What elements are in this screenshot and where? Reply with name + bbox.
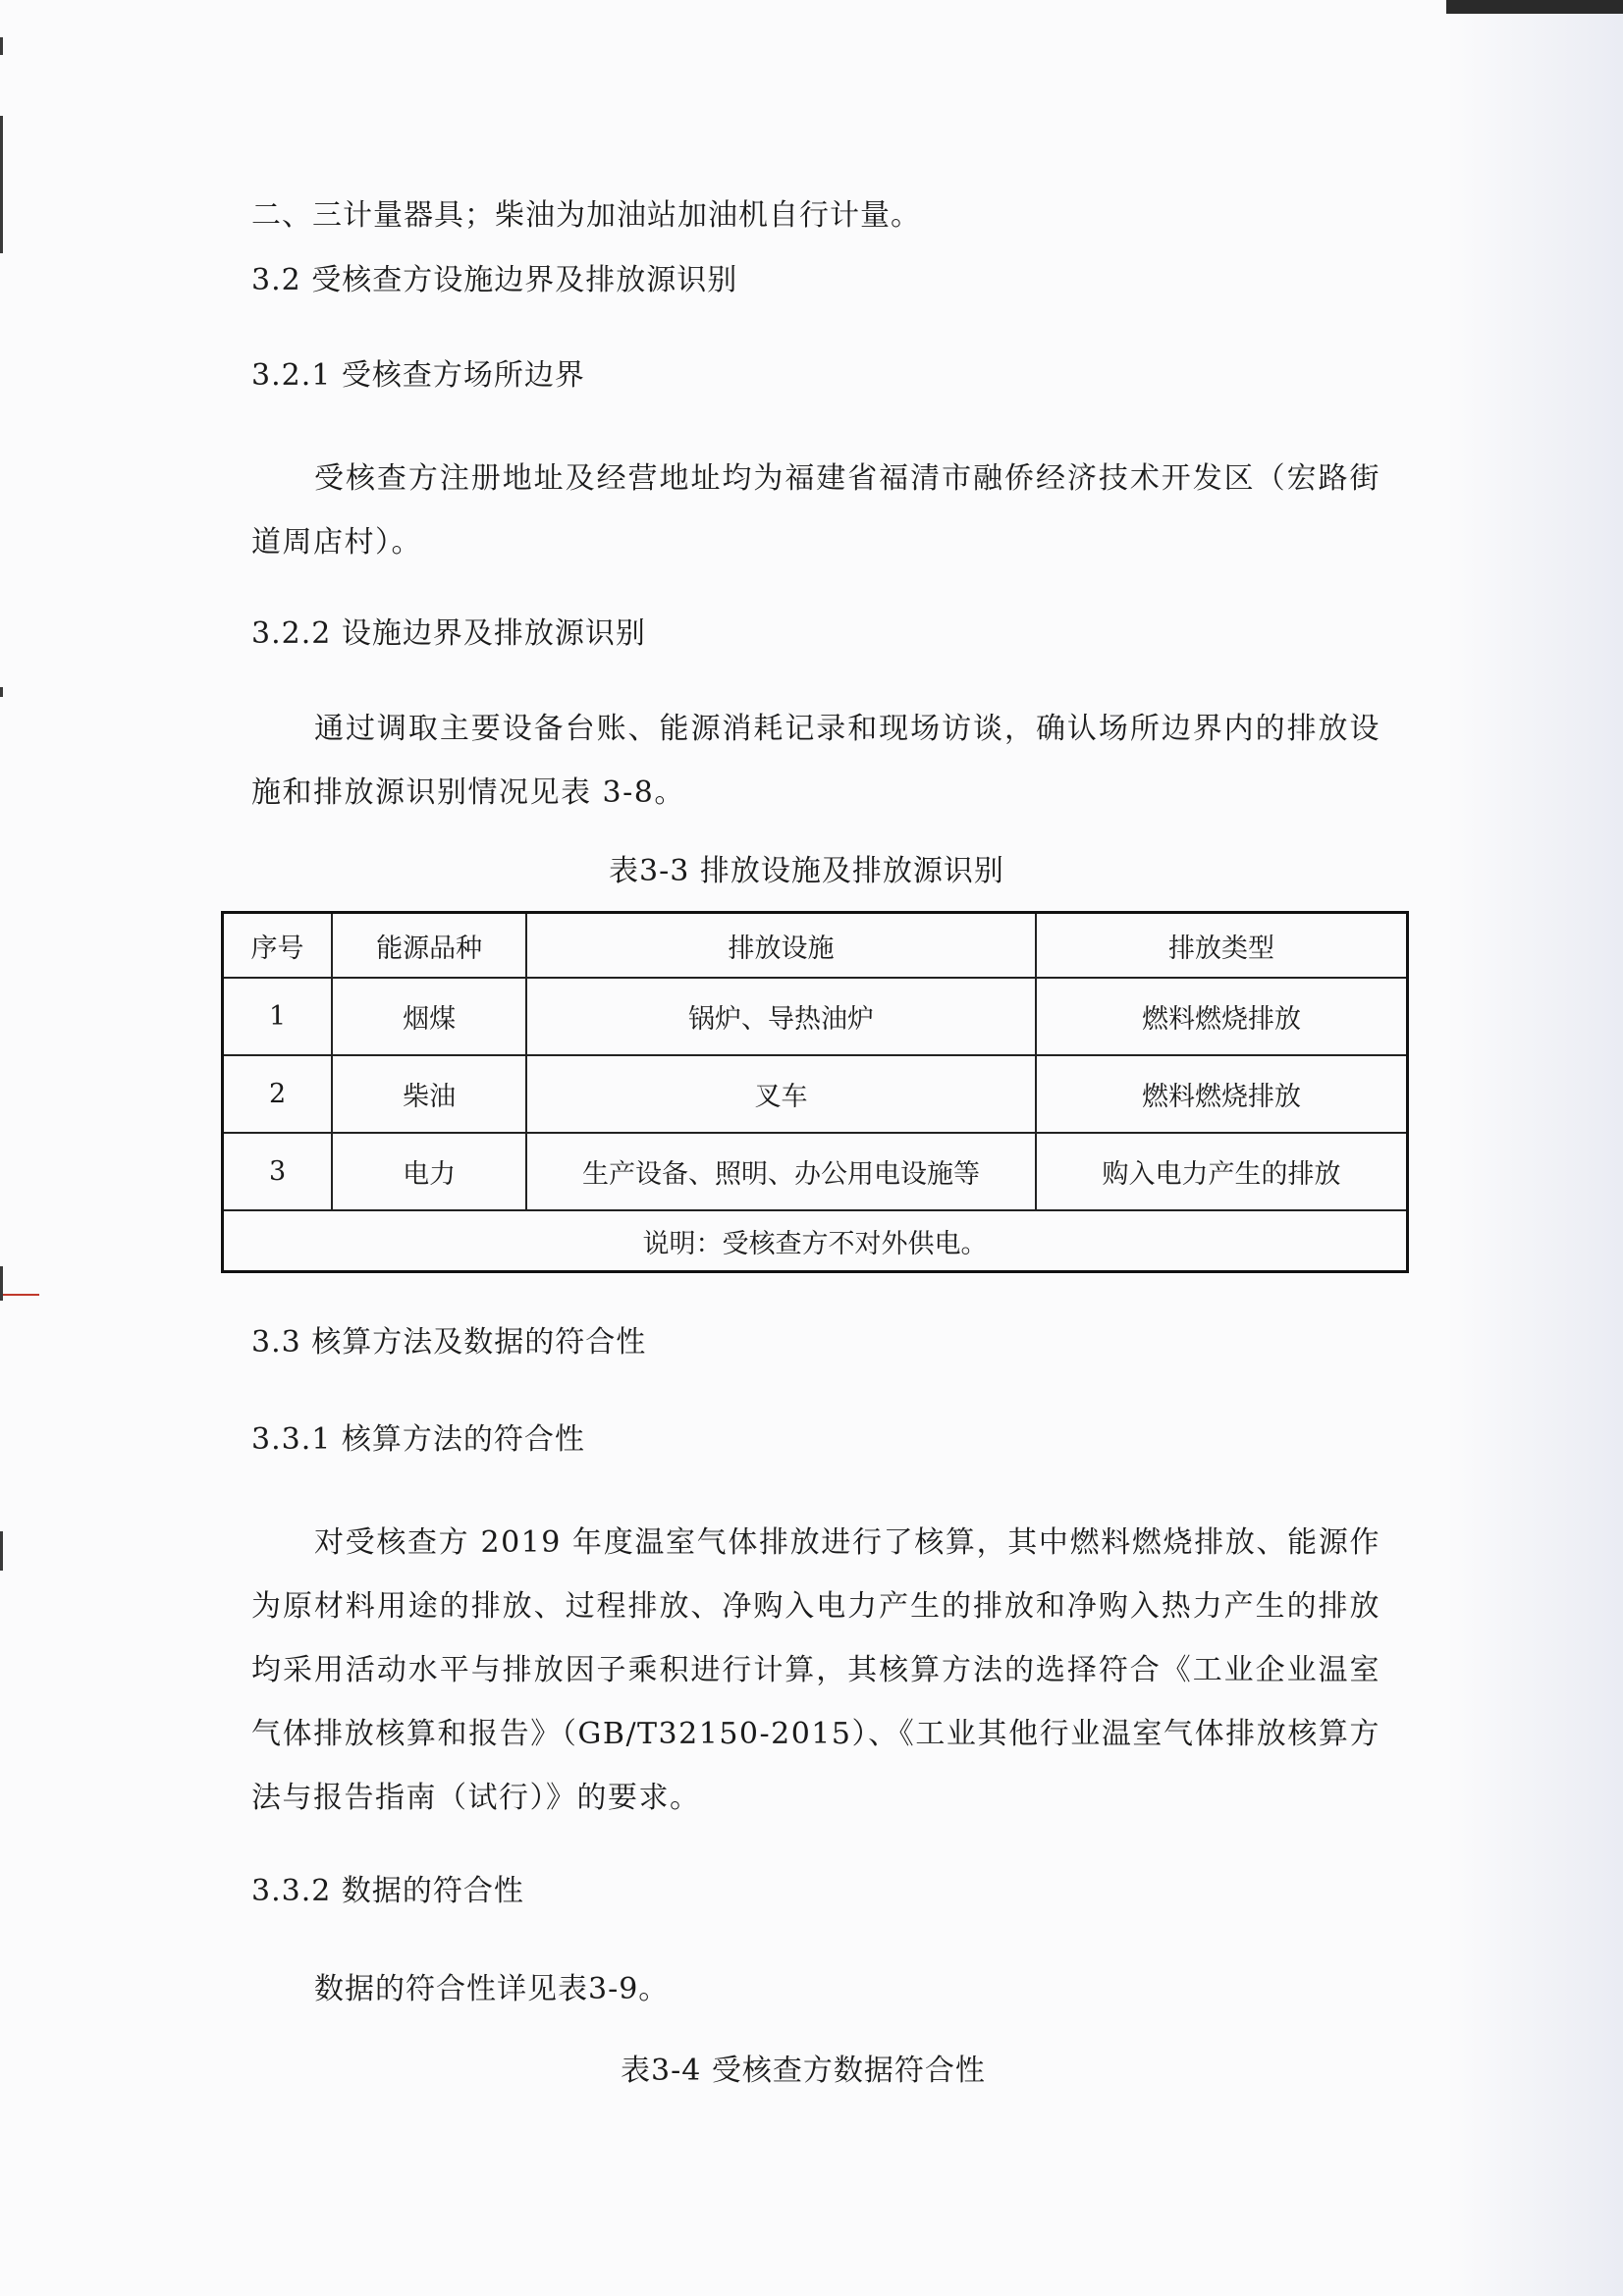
paragraph-identification: 通过调取主要设备台账、能源消耗记录和现场访谈，确认场所边界内的排放设施和排放源识别情况见表 3-8。 (251, 712, 1380, 810)
table-cell: 叉车 (526, 1055, 1036, 1133)
scan-edge-mark (0, 116, 3, 253)
section-heading: 3.3.1 核算方法的符合性 (251, 1422, 585, 1457)
text-line: 数据的符合性详见表3-9。 (314, 1972, 670, 2006)
paragraph-boundary: 受核查方注册地址及经营地址均为福建省福清市融侨经济技术开发区（宏路街道周店村）。 (251, 461, 1380, 560)
section-heading: 3.2.2 设施边界及排放源识别 (251, 616, 646, 651)
text-line: 二、三计量器具；柴油为加油站加油机自行计量。 (251, 198, 921, 233)
table-cell: 燃料燃烧排放 (1036, 978, 1408, 1055)
table-note-row (223, 1210, 1408, 1272)
table-header-cell: 序号 (223, 913, 333, 979)
table-header-row (223, 913, 1408, 979)
table-row (223, 1133, 1408, 1210)
scan-edge-mark (0, 1266, 3, 1301)
table-caption: 表3-4 受核查方数据符合性 (621, 2054, 986, 2088)
table-cell: 燃料燃烧排放 (1036, 1055, 1408, 1133)
scan-edge-mark (0, 687, 3, 697)
table-row (223, 978, 1408, 1055)
emission-source-table (221, 911, 1409, 1273)
table-header-cell: 排放类型 (1036, 913, 1408, 979)
table-cell: 2 (223, 1055, 333, 1133)
table-cell: 烟煤 (332, 978, 526, 1055)
table-row (223, 1055, 1408, 1133)
table-header-cell: 能源品种 (332, 913, 526, 979)
section-heading: 3.3.2 数据的符合性 (251, 1874, 524, 1908)
table-cell: 1 (223, 978, 333, 1055)
table-cell: 锅炉、导热油炉 (526, 978, 1036, 1055)
table-cell: 柴油 (332, 1055, 526, 1133)
scan-edge-mark (0, 37, 3, 55)
scan-shadow (1446, 0, 1623, 2296)
table-caption: 表3-3 排放设施及排放源识别 (609, 854, 1004, 888)
section-heading: 3.2.1 受核查方场所边界 (251, 358, 585, 393)
paragraph-method: 对受核查方 2019 年度温室气体排放进行了核算，其中燃料燃烧排放、能源作为原材料用途的排放、过程排放、净购入电力产生的排放和净购入热力产生的排放均采用活动水平与排放因子乘积进行计算，其核算方法的选择符合《工业企业温室气体排放核算和报告》（GB/T32150-2015）、《工业其他行业温室气体排放核算方法与报告指南（试行）》的要求。 (251, 1525, 1380, 1815)
section-heading: 3.3 核算方法及数据的符合性 (251, 1325, 647, 1360)
table-cell: 电力 (332, 1133, 526, 1210)
scan-corner-mark (1446, 0, 1623, 14)
table-cell: 购入电力产生的排放 (1036, 1133, 1408, 1210)
table-header-cell: 排放设施 (526, 913, 1036, 979)
table-note: 说明：受核查方不对外供电。 (223, 1210, 1408, 1272)
section-heading: 3.2 受核查方设施边界及排放源识别 (251, 263, 738, 297)
table-cell: 3 (223, 1133, 333, 1210)
scan-edge-mark (0, 1531, 3, 1571)
table-cell: 生产设备、照明、办公用电设施等 (526, 1133, 1036, 1210)
scan-edge-mark (0, 1294, 39, 1296)
